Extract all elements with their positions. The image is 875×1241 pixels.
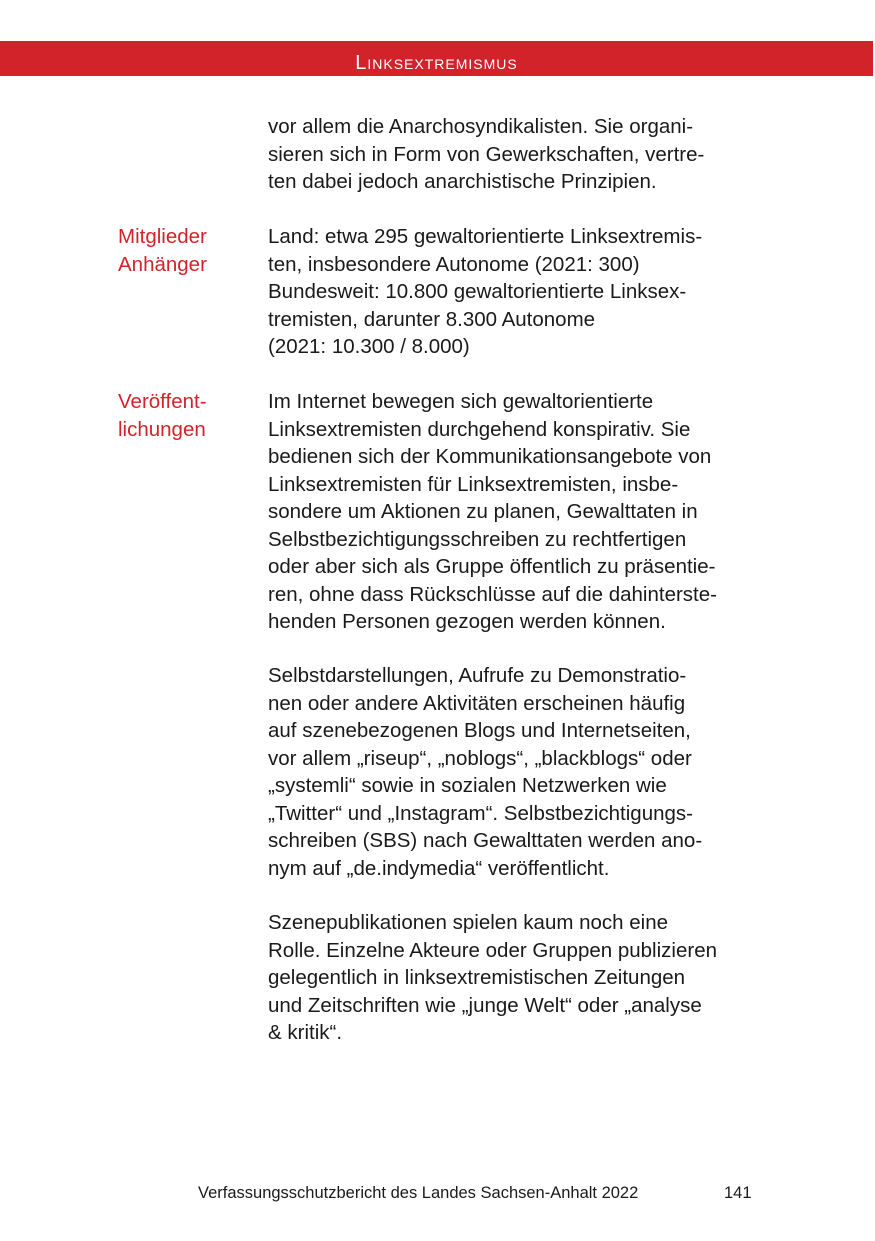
- members-label: [118, 223, 258, 278]
- publications-label-line1: Veröffent-: [118, 390, 207, 413]
- text-line: Szenepublikationen spielen kaum noch eine: [268, 911, 669, 934]
- text-line: tremisten, darunter 8.300 Autonome: [268, 307, 596, 331]
- text-line: bedienen sich der Kommunikationsangebote von: [268, 445, 712, 468]
- text-line: und Zeitschriften wie „junge Welt“ oder „analyse: [268, 993, 702, 1017]
- text-line: nen oder andere Aktivitäten erscheinen häufig: [268, 691, 686, 715]
- members-paragraph: [268, 223, 758, 361]
- publications-paragraph-1: [268, 388, 758, 636]
- section-title: Linksextremismus: [355, 52, 518, 74]
- text-line: sondere um Aktionen zu planen, Gewalttaten in: [268, 500, 698, 523]
- text-line: vor allem „riseup“, „noblogs“, „blackblogs“ oder: [268, 746, 692, 770]
- text-line: & kritik“.: [268, 1021, 343, 1044]
- text-line: Rolle. Einzelne Akteure oder Gruppen publizieren: [268, 938, 717, 962]
- text-line: gelegentlich in linksextremistischen Zeitungen: [268, 966, 686, 989]
- text-line: ten dabei jedoch anarchistische Prinzipien.: [268, 170, 657, 193]
- text-line: auf szenebezogenen Blogs und Internetseiten,: [268, 719, 691, 742]
- publications-label: [118, 388, 258, 443]
- intro-paragraph: [268, 113, 758, 196]
- section-header-bar: [0, 41, 873, 76]
- members-label-line1: Mitglieder: [118, 225, 207, 248]
- text-line: oder aber sich als Gruppe öffentlich zu präsentie-: [268, 555, 716, 578]
- text-line: „systemli“ sowie in sozialen Netzwerken wie: [268, 774, 667, 797]
- text-line: Linksextremisten für Linksextremisten, insbe-: [268, 472, 679, 496]
- text-line: Linksextremisten durchgehend konspirativ. Sie: [268, 417, 691, 441]
- page-number: 141: [724, 1184, 752, 1202]
- text-line: schreiben (SBS) nach Gewalttaten werden ano-: [268, 829, 703, 852]
- publications-paragraph-2: [268, 662, 758, 882]
- text-line: Selbstbezichtigungsschreiben zu rechtfertigen: [268, 527, 687, 551]
- footer-publication-title: Verfassungsschutzbericht des Landes Sachsen-Anhalt 2022: [198, 1184, 639, 1202]
- text-line: nym auf „de.indymedia“ veröffentlicht.: [268, 856, 610, 880]
- text-line: „Twitter“ und „Instagram“. Selbstbezichtigungs-: [268, 801, 693, 825]
- text-line: Im Internet bewegen sich gewaltorientierte: [268, 390, 654, 413]
- text-line: ten, insbesondere Autonome (2021: 300): [268, 252, 640, 276]
- text-line: vor allem die Anarchosyndikalisten. Sie organi-: [268, 115, 694, 138]
- text-line: sieren sich in Form von Gewerkschaften, vertre-: [268, 142, 705, 166]
- text-line: ren, ohne dass Rückschlüsse auf die dahinterste-: [268, 582, 717, 606]
- text-line: Land: etwa 295 gewaltorientierte Linksextremis-: [268, 225, 703, 248]
- text-line: Bundesweit: 10.800 gewaltorientierte Linksex-: [268, 280, 687, 303]
- text-line: henden Personen gezogen werden können.: [268, 610, 666, 633]
- publications-paragraph-3: [268, 909, 758, 1047]
- publications-label-line2: lichungen: [118, 417, 206, 441]
- text-line: Selbstdarstellungen, Aufrufe zu Demonstratio-: [268, 664, 687, 687]
- members-label-line2: Anhänger: [118, 252, 207, 276]
- text-line: (2021: 10.300 / 8.000): [268, 335, 470, 358]
